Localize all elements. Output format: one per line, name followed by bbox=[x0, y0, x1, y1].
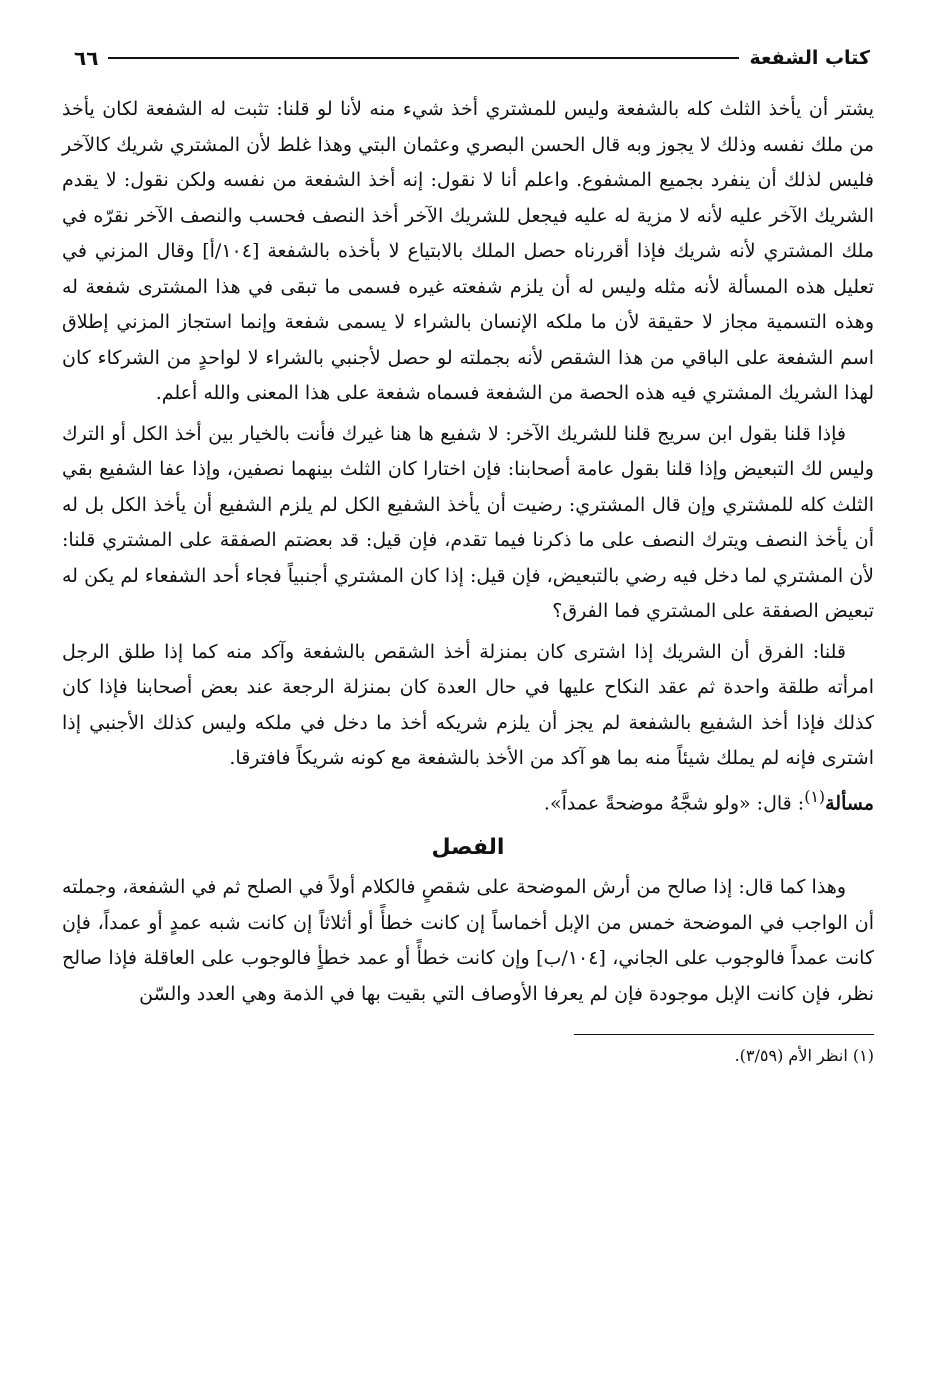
body-text bbox=[62, 92, 874, 1012]
footnote: (١) انظر الأم (٣/٥٩). bbox=[734, 1046, 874, 1066]
document-page bbox=[62, 40, 874, 1340]
header-rule bbox=[108, 57, 739, 59]
page-number: ٦٦ bbox=[74, 46, 99, 70]
section-paragraph: وهذا كما قال: إذا صالح من أرش الموضحة على شقصٍ فالكلام أولاً في الصلح ثم في الشفعة، وجملته أن الواجب في الموضحة خمس من الإبل أخماساً إن كانت خطأً أو أثلاثاً إن كانت شبه عمدٍ أو عمداً، فإن كانت عمداً فالوجوب على الجاني، [١٠٤/ب] وإن كانت خطأً أو عمد خطأٍ فالوجوب على العاقلة فإذا صالح نظر، فإن كانت الإبل موجودة فإن لم يعرفا الأوصاف التي بقيت بها في الذمة وهي العدد والسّن bbox=[62, 876, 874, 1005]
masala-label: مسألة bbox=[825, 791, 874, 814]
section-heading: الفصل bbox=[431, 835, 505, 861]
book-title: كتاب الشفعة bbox=[749, 47, 870, 69]
masala-text: : قال: «ولو شجَّهُ موضحةً عمداً». bbox=[543, 791, 805, 814]
footnote-marker: (١) bbox=[804, 786, 826, 806]
footnote-rule bbox=[574, 1034, 874, 1035]
paragraph-3: قلنا: الفرق أن الشريك إذا اشترى كان بمنزلة أخذ الشقص بالشفعة وآكد منه كما إذا طلق الرجل امرأته طلقة واحدة ثم عقد النكاح عليها في حال العدة كان بمنزلة الرجعة عند بعض أصحابنا فإذا كان كذلك فإذا أخذ الشفيع بالشفعة لم يجز أن يلزم شريكه أخذ ما دخل في ملكه وليس كذلك الأجنبي إذا اشترى فإنه لم يملك شيئاً منه بما هو آكد من الأخذ بالشفعة مع كونه شريكاً فافترقا. bbox=[62, 640, 874, 769]
paragraph-2: فإذا قلنا بقول ابن سريج قلنا للشريك الآخر: لا شفيع ها هنا غيرك فأنت بالخيار بين أخذ الكل أو الترك وليس لك التبعيض وإذا قلنا بقول عامة أصحابنا: فإن اختارا كان الثلث بينهما نصفين، وإذا عفا الشفيع بقي الثلث كله للمشتري وإن قال المشتري: رضيت أن يأخذ الشفيع الكل لم يلزم الشفيع أن يأخذ الكل بل له أن يأخذ النصف ويترك النصف على ما ذكرنا فيما تقدم، فإن قيل: قد بعضتم الصفقة على المشتري قلنا: لأن المشتري لما دخل فيه رضي بالتبعيض، فإن قيل: إذا كان المشتري أجنبياً فجاء أحد الشفعاء لم يكن له تبعيض الصفقة على المشتري فما الفرق؟ bbox=[62, 422, 874, 622]
masala-line bbox=[62, 779, 874, 822]
running-header bbox=[62, 40, 874, 76]
paragraph-1: يشتر أن يأخذ الثلث كله بالشفعة وليس للمشتري أخذ شيء منه لأنا لو قلنا: تثبت له الشفعة لكان يأخذ من ملك نفسه وذلك لا يجوز وبه قال الحسن البصري وعثمان البتي وهذا غلط لأن المشتري شريك كالآخر فليس لذلك أن ينفرد بجميع المشفوع. واعلم أنا لا نقول: إنه أخذ الشفعة من نفسه ولكن نقول: لا يقدم الشريك الآخر عليه لأنه لا مزية له عليه فيجعل للشريك الآخر أخذ النصف فحسب والنصف الآخر نقرّه في ملك المشتري لأنه شريك فإذا أقررناه حصل الملك بالابتياع لا بأخذه بالشفعة [١٠٤/أ] وقال المزني في تعليل هذه المسألة لأنه مثله وليس له أن يلزم شفعته غيره فسمى ما تبقى في هذا المشترى شفعة له وهذه التسمية مجاز لا حقيقة لأن ما ملكه الإنسان بالشراء لا يسمى شفعة وإنما استجاز المزني إطلاق اسم الشفعة على الباقي من هذا الشقص لأنه بجملته لو حصل لأجنبي بالشراء لا لواحدٍ من الشركاء كان لهذا الشريك المشتري فيه هذه الحصة من الشفعة فسماه شفعة على هذا المعنى والله أعلم. bbox=[62, 98, 874, 404]
